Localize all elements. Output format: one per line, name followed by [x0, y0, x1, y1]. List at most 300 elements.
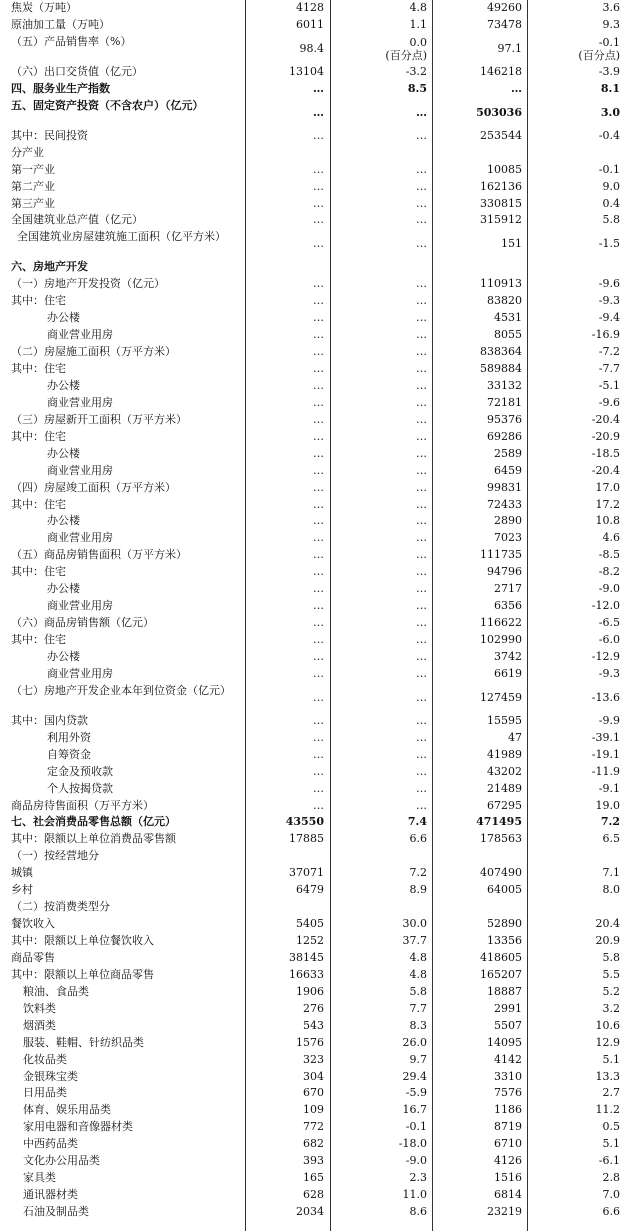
month-growth: … — [416, 565, 427, 579]
ytd-value: 5507 — [494, 1018, 522, 1032]
ytd-value: 110913 — [480, 277, 522, 291]
table-row — [0, 781, 629, 798]
month-value: 1576 — [296, 1035, 324, 1049]
month-value: … — [313, 294, 324, 308]
ytd-value: 6710 — [494, 1137, 522, 1151]
row-label: 其中：住宅 — [11, 294, 66, 308]
ytd-value: 178563 — [480, 832, 522, 846]
table-row — [0, 513, 629, 530]
ytd-growth: -6.0 — [598, 633, 620, 646]
month-growth: … — [416, 277, 427, 291]
month-growth: … — [416, 599, 427, 613]
month-growth-unit: (百分点) — [385, 48, 427, 62]
ytd-growth: 7.1 — [602, 866, 620, 880]
month-value: 393 — [303, 1154, 324, 1168]
ytd-growth: 7.0 — [602, 1188, 620, 1202]
row-label: 定金及预收款 — [47, 764, 113, 778]
row-label: 商业营业用房 — [47, 531, 113, 545]
ytd-value: 116622 — [480, 616, 522, 630]
month-growth: 16.7 — [402, 1103, 427, 1117]
row-label: 商品零售 — [11, 950, 55, 964]
ytd-value: 407490 — [480, 866, 522, 880]
row-label: 粮油、食品类 — [23, 984, 89, 998]
table-row — [0, 899, 629, 916]
table-row — [0, 98, 629, 128]
row-label: 五、固定资产投资（不含农户）（亿元） — [11, 98, 204, 112]
ytd-value: 67295 — [487, 798, 522, 812]
month-value: … — [313, 196, 324, 210]
ytd-growth: 13.3 — [595, 1069, 620, 1083]
month-value: 165 — [303, 1171, 324, 1185]
month-value: … — [313, 237, 324, 251]
month-growth: … — [416, 162, 427, 176]
ytd-growth: 17.0 — [595, 480, 620, 494]
ytd-growth: -12.9 — [591, 649, 620, 663]
ytd-value: 3742 — [494, 649, 522, 663]
month-growth: … — [416, 548, 427, 562]
month-value: … — [313, 480, 324, 494]
ytd-growth: -9.3 — [598, 666, 620, 680]
ytd-value: 151 — [501, 237, 522, 251]
ytd-growth: 11.2 — [595, 1103, 620, 1117]
ytd-growth: -11.9 — [591, 764, 620, 778]
table-row — [0, 1069, 629, 1086]
month-value: 5405 — [296, 917, 324, 931]
ytd-value: 589884 — [480, 362, 522, 375]
ytd-value: 253544 — [480, 128, 522, 142]
table-row — [0, 1052, 629, 1069]
ytd-growth: 6.5 — [602, 832, 620, 846]
month-growth: 37.7 — [402, 934, 427, 947]
month-growth: 29.4 — [402, 1069, 427, 1083]
month-value: 276 — [303, 1001, 324, 1015]
row-label: 七、社会消费品零售总额（亿元） — [11, 815, 176, 829]
ytd-growth: 12.9 — [595, 1035, 620, 1049]
table-row — [0, 1187, 629, 1204]
month-value: … — [313, 730, 324, 744]
month-growth: … — [416, 730, 427, 744]
row-label: 六、房地产开发 — [11, 260, 88, 274]
ytd-growth: -9.4 — [598, 311, 620, 325]
ytd-value: 418605 — [480, 950, 522, 964]
month-value: 6479 — [296, 883, 324, 897]
ytd-value: 4142 — [494, 1052, 522, 1066]
table-row — [0, 1170, 629, 1187]
table-row — [0, 229, 629, 259]
table-row — [0, 17, 629, 34]
ytd-growth: -9.6 — [598, 395, 620, 409]
row-label: 第三产业 — [11, 196, 55, 210]
table-row — [0, 412, 629, 429]
month-value: 98.4 — [299, 41, 324, 55]
month-value: … — [313, 446, 324, 460]
month-growth: -3.2 — [405, 64, 427, 78]
row-label: 其中：住宅 — [11, 362, 66, 375]
ytd-value: 72181 — [487, 395, 522, 409]
ytd-value: 49260 — [487, 1, 522, 14]
ytd-value: 330815 — [480, 196, 522, 210]
ytd-value: 52890 — [487, 917, 522, 931]
month-growth: -0.1 — [405, 1120, 427, 1134]
row-label: 其中：住宅 — [11, 429, 66, 443]
table-row — [0, 1001, 629, 1018]
table-row — [0, 882, 629, 899]
table-row — [0, 649, 629, 666]
row-label: 乡村 — [11, 883, 33, 897]
table-row — [0, 814, 629, 831]
row-label: 日用品类 — [23, 1086, 67, 1100]
month-growth: … — [416, 395, 427, 409]
ytd-value: 2890 — [494, 514, 522, 528]
table-row — [0, 34, 629, 64]
ytd-value: 4126 — [494, 1154, 522, 1168]
month-value: … — [313, 179, 324, 193]
month-value: … — [313, 649, 324, 663]
ytd-growth: -20.9 — [591, 429, 620, 443]
table-row — [0, 916, 629, 933]
table-row — [0, 530, 629, 547]
month-value: … — [313, 213, 324, 227]
ytd-value: 95376 — [487, 412, 522, 426]
row-label: 自筹资金 — [47, 747, 91, 761]
month-growth: … — [416, 764, 427, 778]
ytd-growth: 2.8 — [602, 1171, 620, 1185]
month-value: … — [313, 362, 324, 375]
row-label: 焦炭（万吨） — [11, 1, 77, 14]
table-row — [0, 361, 629, 378]
ytd-value: 838364 — [480, 345, 522, 359]
row-label: 四、服务业生产指数 — [11, 81, 110, 95]
ytd-growth: 3.0 — [600, 105, 620, 119]
month-growth: … — [416, 497, 427, 511]
row-label: 中西药品类 — [23, 1137, 78, 1151]
month-growth: … — [416, 128, 427, 142]
column-divider — [527, 0, 528, 1231]
ytd-growth — [578, 34, 620, 66]
month-growth: 7.7 — [409, 1001, 427, 1015]
table-row — [0, 848, 629, 865]
month-value: … — [313, 548, 324, 562]
row-label: （六）出口交货值（亿元） — [11, 64, 143, 78]
ytd-growth: 7.2 — [600, 815, 620, 829]
row-label: （五）商品房销售面积（万平方米） — [11, 548, 187, 562]
month-growth: … — [416, 412, 427, 426]
month-value: 323 — [303, 1052, 324, 1066]
row-label: 其中：限额以上单位商品零售 — [11, 967, 154, 981]
month-growth: 30.0 — [402, 917, 427, 931]
month-growth: … — [416, 378, 427, 392]
month-growth: … — [416, 105, 427, 119]
ytd-growth: -19.1 — [591, 747, 620, 761]
row-label: （二）按消费类型分 — [11, 900, 110, 914]
ytd-value: 23219 — [487, 1205, 522, 1218]
ytd-value: 127459 — [480, 690, 522, 704]
month-growth: … — [416, 328, 427, 342]
ytd-value: 6459 — [494, 463, 522, 477]
ytd-growth: 5.2 — [602, 984, 620, 998]
table-row — [0, 865, 629, 882]
ytd-growth: 5.1 — [602, 1137, 620, 1151]
ytd-growth: 20.4 — [595, 917, 620, 931]
table-row — [0, 632, 629, 649]
row-label: （四）房屋竣工面积（万平方米） — [11, 480, 176, 494]
month-growth: … — [416, 514, 427, 528]
ytd-growth: 0.5 — [602, 1120, 620, 1134]
ytd-value: 471495 — [476, 815, 522, 829]
row-label: 第二产业 — [11, 179, 55, 193]
ytd-growth: -3.9 — [598, 64, 620, 78]
ytd-value: 102990 — [480, 633, 522, 646]
row-label: 服装、鞋帽、针纺织品类 — [23, 1035, 144, 1049]
ytd-value: 4531 — [494, 311, 522, 325]
table-row — [0, 1085, 629, 1102]
table-row — [0, 145, 629, 162]
row-label: 商品房待售面积（万平方米） — [11, 798, 154, 812]
month-value: … — [313, 582, 324, 596]
ytd-growth: 5.8 — [602, 950, 620, 964]
ytd-growth: -9.3 — [598, 294, 620, 308]
month-growth: … — [416, 446, 427, 460]
table-row — [0, 547, 629, 564]
row-label: 商业营业用房 — [47, 599, 113, 613]
month-growth: … — [416, 463, 427, 477]
table-row — [0, 798, 629, 815]
ytd-value: 21489 — [487, 781, 522, 795]
ytd-value: 73478 — [487, 17, 522, 31]
ytd-growth: -1.5 — [598, 237, 620, 251]
table-row — [0, 81, 629, 98]
table-row — [0, 162, 629, 179]
month-growth: 11.0 — [402, 1188, 427, 1202]
table-row — [0, 598, 629, 615]
ytd-value: 1186 — [494, 1103, 522, 1117]
row-label: （三）房屋新开工面积（万平方米） — [11, 412, 187, 426]
ytd-growth: 8.0 — [602, 883, 620, 897]
row-label: 办公楼 — [47, 514, 80, 528]
row-label: （一）按经营地分 — [11, 849, 99, 863]
table-row — [0, 378, 629, 395]
ytd-growth: 19.0 — [595, 798, 620, 812]
table-row — [0, 615, 629, 632]
month-growth: … — [416, 480, 427, 494]
month-growth: 8.3 — [409, 1018, 427, 1032]
ytd-value: 315912 — [480, 213, 522, 227]
month-value: 304 — [303, 1069, 324, 1083]
month-growth: … — [416, 429, 427, 443]
table-row — [0, 713, 629, 730]
ytd-growth: 5.1 — [602, 1052, 620, 1066]
ytd-value: … — [511, 81, 522, 95]
ytd-growth: -16.9 — [591, 328, 620, 342]
month-growth: 6.6 — [409, 832, 427, 846]
table-row — [0, 950, 629, 967]
month-growth: 8.9 — [409, 883, 427, 897]
row-label: 办公楼 — [47, 582, 80, 596]
month-growth: … — [416, 213, 427, 227]
ytd-growth: -13.6 — [591, 690, 620, 704]
ytd-value: 97.1 — [497, 41, 522, 55]
month-growth: 8.5 — [407, 81, 427, 95]
row-label: 石油及制品类 — [23, 1205, 89, 1218]
ytd-value: 7576 — [494, 1086, 522, 1100]
month-growth: 4.8 — [409, 1, 427, 14]
row-label: （一）房地产开发投资（亿元） — [11, 277, 165, 291]
month-value: … — [313, 395, 324, 409]
ytd-growth: -8.5 — [598, 548, 620, 562]
table-row — [0, 310, 629, 327]
ytd-growth: 2.7 — [602, 1086, 620, 1100]
row-label: 商业营业用房 — [47, 666, 113, 680]
month-growth: … — [416, 666, 427, 680]
month-value: … — [313, 328, 324, 342]
row-label: 全国建筑业总产值（亿元） — [11, 213, 143, 227]
table-row — [0, 683, 629, 713]
month-value: … — [313, 514, 324, 528]
ytd-value: 18887 — [487, 984, 522, 998]
month-growth: … — [416, 582, 427, 596]
ytd-value: 33132 — [487, 378, 522, 392]
month-growth: -9.0 — [405, 1154, 427, 1168]
ytd-value: 6619 — [494, 666, 522, 680]
row-label: 其中：住宅 — [11, 633, 66, 646]
ytd-value: 2717 — [494, 582, 522, 596]
row-label: 化妆品类 — [23, 1052, 67, 1066]
table-row — [0, 463, 629, 480]
table-row — [0, 327, 629, 344]
month-growth — [385, 34, 427, 66]
month-value: … — [313, 345, 324, 359]
month-value: 16633 — [289, 967, 324, 981]
row-label: （五）产品销售率（%） — [11, 34, 132, 48]
table-row — [0, 666, 629, 683]
month-value: 6011 — [296, 17, 324, 31]
table-row — [0, 1035, 629, 1052]
table-row — [0, 196, 629, 213]
row-label: （七）房地产开发企业本年到位资金（亿元） — [11, 683, 231, 697]
ytd-growth: -9.9 — [598, 713, 620, 727]
ytd-value: 69286 — [487, 429, 522, 443]
ytd-growth: -8.2 — [598, 565, 620, 579]
ytd-value: 94796 — [487, 565, 522, 579]
column-divider — [432, 0, 433, 1231]
table-row — [0, 395, 629, 412]
month-value: 38145 — [289, 950, 324, 964]
ytd-growth: 5.5 — [602, 967, 620, 981]
ytd-growth: -5.1 — [598, 378, 620, 392]
month-value: 682 — [303, 1137, 324, 1151]
row-label: 餐饮收入 — [11, 917, 55, 931]
ytd-growth: 4.6 — [602, 531, 620, 545]
ytd-value: 165207 — [480, 967, 522, 981]
row-label: 利用外资 — [47, 730, 91, 744]
row-label: （六）商品房销售额（亿元） — [11, 616, 154, 630]
ytd-growth: -9.1 — [598, 781, 620, 795]
month-growth: … — [416, 713, 427, 727]
row-label: 城镇 — [11, 866, 33, 880]
table-row — [0, 1136, 629, 1153]
row-label: 饮料类 — [23, 1001, 56, 1015]
row-label: 办公楼 — [47, 378, 80, 392]
ytd-value: 72433 — [487, 497, 522, 511]
ytd-growth: -39.1 — [591, 730, 620, 744]
table-row — [0, 344, 629, 361]
month-growth: … — [416, 362, 427, 375]
ytd-growth: 3.6 — [602, 1, 620, 14]
ytd-value: 41989 — [487, 747, 522, 761]
row-label: 商业营业用房 — [47, 395, 113, 409]
month-value: … — [313, 497, 324, 511]
month-growth: 26.0 — [402, 1035, 427, 1049]
month-growth: 4.8 — [409, 967, 427, 981]
ytd-growth: -6.1 — [598, 1154, 620, 1168]
ytd-growth: -20.4 — [591, 412, 620, 426]
row-label: 其中：住宅 — [11, 497, 66, 511]
table-row — [0, 212, 629, 229]
row-label: 分产业 — [11, 145, 44, 159]
row-label: 烟酒类 — [23, 1018, 56, 1032]
ytd-value: 1516 — [494, 1171, 522, 1185]
month-value: … — [313, 616, 324, 630]
table-row — [0, 1018, 629, 1035]
month-value: … — [313, 764, 324, 778]
row-label: 办公楼 — [47, 311, 80, 325]
ytd-value: 6814 — [494, 1188, 522, 1202]
column-divider — [245, 0, 246, 1231]
month-value: 772 — [303, 1120, 324, 1134]
month-growth: … — [416, 531, 427, 545]
table-row — [0, 276, 629, 293]
table-row — [0, 764, 629, 781]
month-growth: 2.3 — [409, 1171, 427, 1185]
table-row — [0, 747, 629, 764]
month-value: … — [313, 128, 324, 142]
ytd-value: 2589 — [494, 446, 522, 460]
row-label: 办公楼 — [47, 446, 80, 460]
month-growth: … — [416, 798, 427, 812]
table-row — [0, 259, 629, 276]
ytd-growth-unit: (百分点) — [578, 48, 620, 62]
table-row — [0, 967, 629, 984]
ytd-growth: 0.4 — [602, 196, 620, 210]
month-value: … — [313, 311, 324, 325]
month-growth: 4.8 — [409, 950, 427, 964]
ytd-value: 162136 — [480, 179, 522, 193]
row-label: 通讯器材类 — [23, 1188, 78, 1202]
month-growth: … — [416, 196, 427, 210]
table-row — [0, 1119, 629, 1136]
month-value: … — [313, 666, 324, 680]
ytd-value: 99831 — [487, 480, 522, 494]
month-growth: 1.1 — [409, 17, 427, 31]
table-row — [0, 831, 629, 848]
ytd-value: 47 — [508, 730, 522, 744]
ytd-value: 15595 — [487, 713, 522, 727]
table-row — [0, 730, 629, 747]
table-row — [0, 933, 629, 950]
month-growth: 5.8 — [409, 984, 427, 998]
ytd-growth: 3.2 — [602, 1001, 620, 1015]
table-row — [0, 429, 629, 446]
table-row — [0, 1204, 629, 1221]
table-row — [0, 480, 629, 497]
month-value: … — [313, 412, 324, 426]
month-value: … — [313, 565, 324, 579]
ytd-growth: 6.6 — [602, 1205, 620, 1218]
month-value: 37071 — [289, 866, 324, 880]
ytd-growth: 20.9 — [595, 934, 620, 947]
table-row — [0, 128, 629, 145]
row-label: 其中：限额以上单位消费品零售额 — [11, 832, 176, 846]
